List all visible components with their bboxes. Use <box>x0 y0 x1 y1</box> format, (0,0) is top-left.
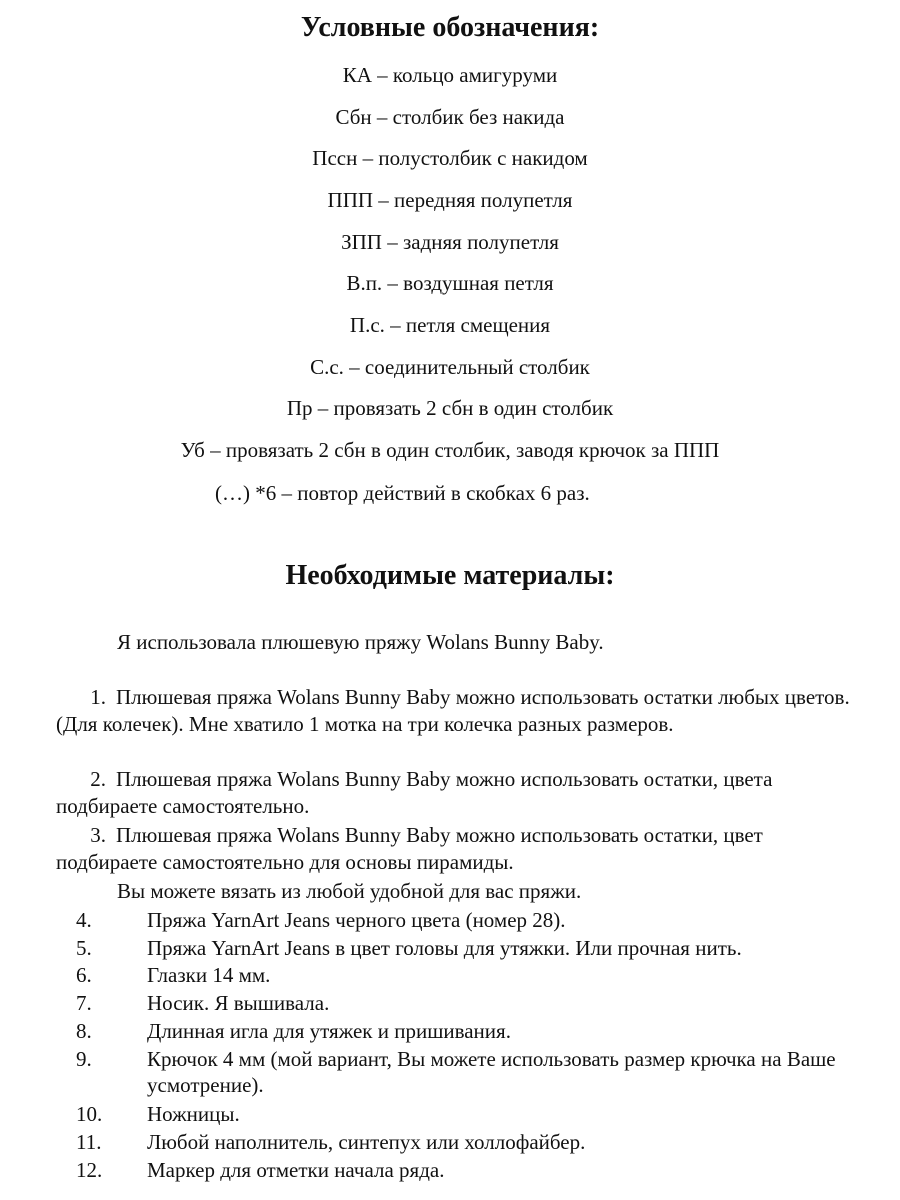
list-item-number: 8. <box>76 1019 92 1043</box>
legend-item-ppp: ППП – передняя полупетля <box>327 188 573 212</box>
legend-item-ss: С.с. – соединительный столбик <box>310 355 590 379</box>
list-item-text: Пряжа YarnArt Jeans черного цвета (номер 28). <box>147 908 566 932</box>
legend-item-zpp: ЗПП – задняя полупетля <box>341 230 559 254</box>
legend-item-pr: Пр – провязать 2 сбн в один столбик <box>286 396 614 420</box>
legend-item-ps: П.с. – петля смещения <box>349 313 551 337</box>
list-item-number: 9. <box>76 1047 92 1071</box>
list-item <box>76 1046 876 1098</box>
list-item-text: Плюшевая пряжа Wolans Bunny Baby можно использовать остатки любых цветов. (Для колечек). Мне хватило 1 мотка на три колечка разных размеров. <box>56 685 850 736</box>
materials-heading: Необходимые материалы: <box>285 560 615 591</box>
list-item <box>56 822 856 876</box>
list-item <box>76 907 876 933</box>
list-item-number: 1. <box>90 685 106 709</box>
list-item-number: 5. <box>76 936 92 960</box>
materials-intro: Я использовала плюшевую пряжу Wolans Bunny Baby. <box>117 630 604 654</box>
list-item-number: 3. <box>90 823 106 847</box>
list-item-number: 11. <box>76 1130 102 1154</box>
list-item-text: Длинная игла для утяжек и пришивания. <box>147 1019 511 1043</box>
list-item-number: 12. <box>76 1158 103 1182</box>
yarn-note: Вы можете вязать из любой удобной для вас пряжи. <box>117 879 582 903</box>
list-item <box>76 990 876 1016</box>
list-item-number: 2. <box>90 767 106 791</box>
list-item <box>56 766 856 820</box>
legend-heading: Условные обозначения: <box>300 12 600 43</box>
list-item <box>76 1101 876 1127</box>
list-item <box>76 962 876 988</box>
legend-item-repeat: (…) *6 – повтор действий в скобках 6 раз. <box>215 481 590 505</box>
legend-item-ka: КА – кольцо амигуруми <box>342 63 558 87</box>
legend-item-vp: В.п. – воздушная петля <box>346 271 554 295</box>
legend-item-sbn: Сбн – столбик без накида <box>335 105 565 129</box>
list-item <box>76 1129 876 1155</box>
list-item-text: Маркер для отметки начала ряда. <box>147 1158 445 1182</box>
list-item-text: Носик. Я вышивала. <box>147 991 330 1015</box>
list-item <box>76 1157 876 1183</box>
list-item-number: 4. <box>76 908 92 932</box>
list-item-number: 10. <box>76 1102 103 1126</box>
legend-item-pssn: Пссн – полустолбик с накидом <box>312 146 588 170</box>
list-item <box>56 684 856 738</box>
list-item-text: Пряжа YarnArt Jeans в цвет головы для утяжки. Или прочная нить. <box>147 936 742 960</box>
list-item <box>76 1018 876 1044</box>
list-item-text: Ножницы. <box>147 1102 240 1126</box>
list-item-text: Любой наполнитель, синтепух или холлофайбер. <box>147 1130 586 1154</box>
list-item-text: Глазки 14 мм. <box>147 963 271 987</box>
list-item-number: 6. <box>76 963 92 987</box>
list-item-number: 7. <box>76 991 92 1015</box>
list-item <box>76 935 876 961</box>
legend-item-ub: Уб – провязать 2 сбн в один столбик, заводя крючок за ППП <box>180 438 720 462</box>
list-item-text: Крючок 4 мм (мой вариант, Вы можете использовать размер крючка на Ваше усмотрение). <box>147 1047 836 1097</box>
list-item-text: Плюшевая пряжа Wolans Bunny Baby можно использовать остатки, цвет подбираете самостоятельно для основы пирамиды. <box>56 823 763 874</box>
list-item-text: Плюшевая пряжа Wolans Bunny Baby можно использовать остатки, цвета подбираете самостоятельно. <box>56 767 773 818</box>
